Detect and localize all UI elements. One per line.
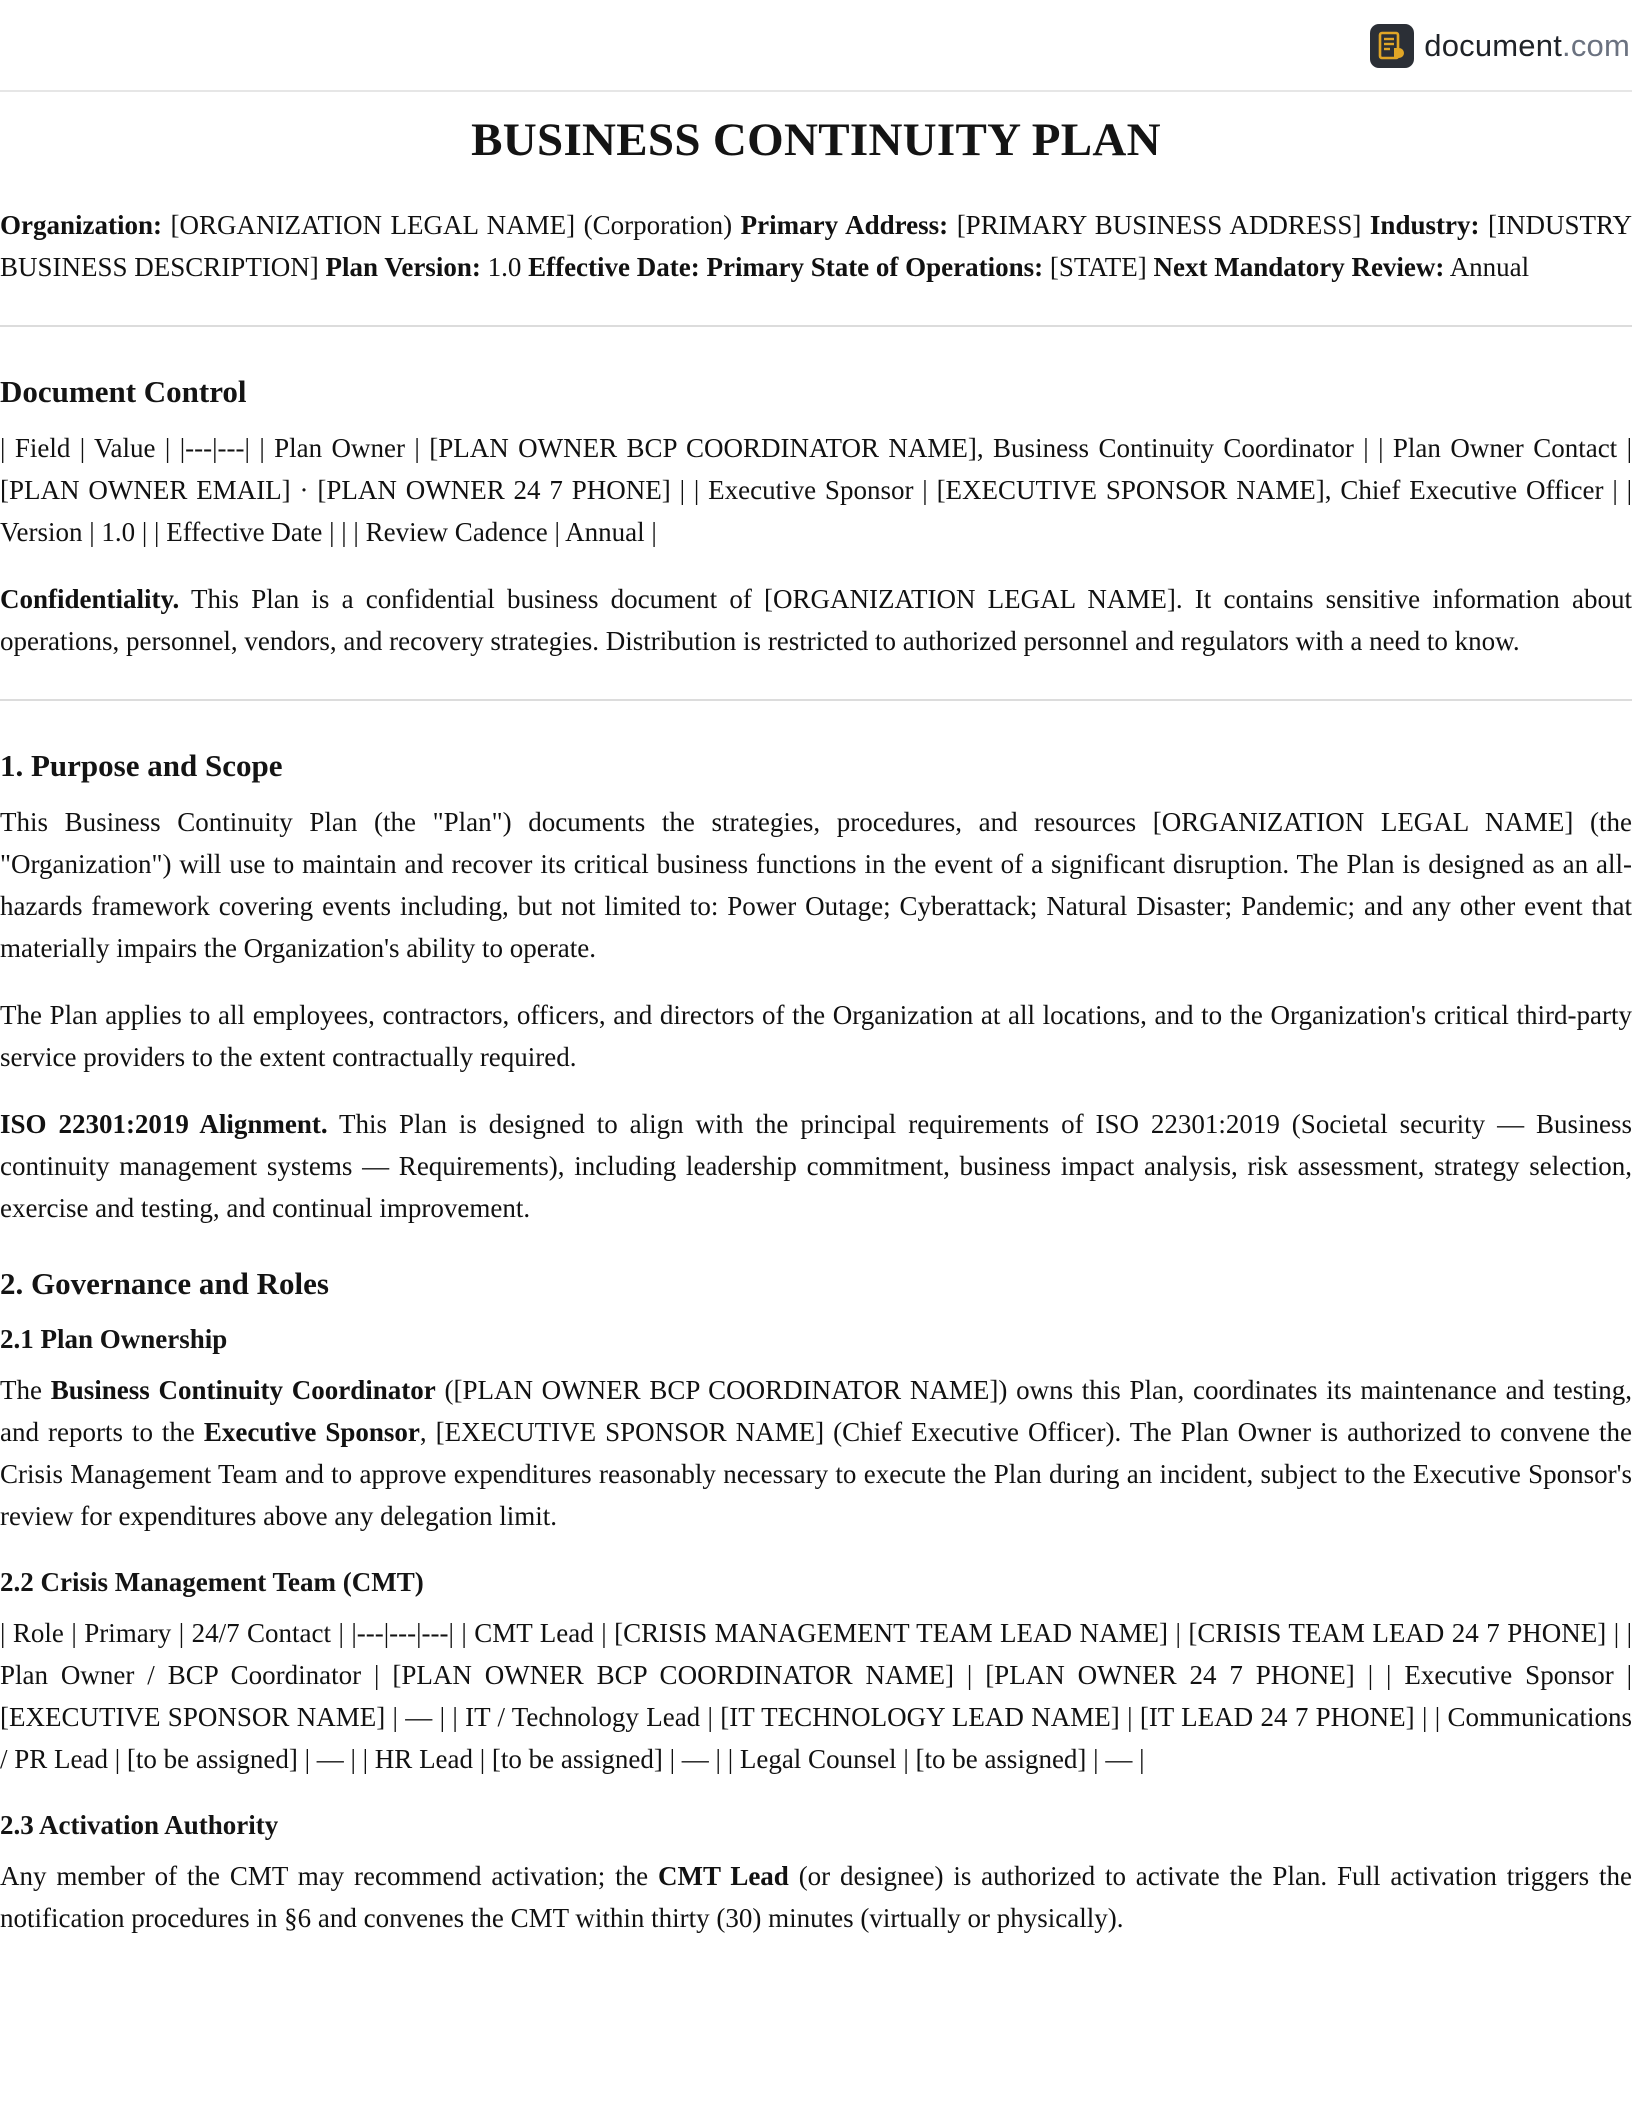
review-value: Annual [1449,252,1530,282]
industry-label: Industry: [1369,210,1480,240]
document-body [0,110,1632,1964]
subsection-2-3-heading: 2.3 Activation Authority [0,1810,279,1840]
activation-text-1: Any member of the CMT may recommend activation; the [0,1861,649,1891]
iso-alignment-label: ISO 22301:2019 Alignment. [0,1109,328,1139]
plan-ownership-text-2: ([PLAN OWNER BCP COORDINATOR NAME]) owns this Plan, coordinates its maintenance and testing, and reports to the [0,1375,1632,1447]
effective-date-label: Effective Date: [528,252,700,282]
divider [0,699,1632,701]
plan-metadata [0,204,1632,288]
section-1-heading: 1. Purpose and Scope [0,748,283,783]
cmt-table-text: | Role | Primary | 24/7 Contact | |---|---|---| | CMT Lead | [CRISIS MANAGEMENT TEAM LEAD NAME] | [CRISIS TEAM LEAD 24 7 PHONE] | | Plan Owner / BCP Coordinator | [PLAN OWNER BCP COORDINATOR NAME] | [PLAN OWNER 24 7 PHONE] | | Executive Sponsor | [EXECUTIVE SPONSOR NAME] | — | | IT / Technology Lead | [IT TECHNOLOGY LEAD NAME] | [IT LEAD 24 7 PHONE] | | Communications / PR Lead | [to be assigned] | — | | HR Lead | [to be assigned] | — | | Legal Counsel | [to be assigned] | — | [0,1618,1632,1774]
state-label: Primary State of Operations: [706,252,1044,282]
version-label: Plan Version: [325,252,481,282]
review-label: Next Mandatory Review: [1153,252,1445,282]
divider [0,325,1632,327]
state-value: [STATE] [1049,252,1147,282]
section-1-paragraph-1: This Business Continuity Plan (the "Plan") documents the strategies, procedures, and resources [ORGANIZATION LEGAL NAME] (the "Organization") will use to maintain and recover its critical business functions in the event of a significant disruption. The Plan is designed as an all-hazards framework covering events including, but not limited to: Power Outage; Cyberattack; Natural Disaster; Pandemic; and any other event that materially impairs the Organization's ability to operate. [0,807,1632,963]
section-2-heading: 2. Governance and Roles [0,1266,329,1301]
document-title: BUSINESS CONTINUITY PLAN [471,114,1161,166]
subsection-2-2-heading: 2.2 Crisis Management Team (CMT) [0,1567,424,1597]
activation-authority-paragraph [0,1855,1632,1939]
cmt-lead-term: CMT Lead [657,1861,789,1891]
confidentiality-label: Confidentiality. [0,584,180,614]
confidentiality-paragraph [0,578,1632,662]
section-1-paragraph-2: The Plan applies to all employees, contractors, officers, and directors of the Organization at all locations, and to the Organization's critical third-party service providers to the extent contractually required. [0,1000,1632,1072]
brand-name-main: document [1424,28,1563,63]
document-control-heading: Document Control [0,374,247,409]
iso-alignment-paragraph [0,1103,1632,1229]
organization-value: [ORGANIZATION LEGAL NAME] (Corporation) [170,210,733,240]
organization-label: Organization: [0,210,162,240]
plan-ownership-text-3: , [EXECUTIVE SPONSOR NAME] (Chief Executive Officer). The Plan Owner is authorized to convene the Crisis Management Team and to approve expenditures reasonably necessary to execute the Plan during an incident, subject to the Executive Sponsor's review for expenditures above any delegation limit. [0,1417,1632,1531]
executive-sponsor-term: Executive Sponsor [203,1417,420,1447]
iso-alignment-text: This Plan is designed to align with the principal requirements of ISO 22301:2019 (Societal security — Business continuity management systems — Requirements), including leadership commitment, business impact analysis, risk assessment, strategy selection, exercise and testing, and continual improvement. [0,1109,1632,1223]
brand-logo-link[interactable] [1370,24,1630,68]
plan-ownership-text-1: The [0,1375,42,1405]
address-label: Primary Address: [740,210,949,240]
plan-ownership-paragraph [0,1369,1632,1537]
document-logo-icon [1370,24,1414,68]
industry-value: [INDUSTRY BUSINESS DESCRIPTION] [0,210,1632,282]
version-value: 1.0 [487,252,522,282]
address-value: [PRIMARY BUSINESS ADDRESS] [956,210,1362,240]
header-bar [0,0,1632,92]
brand-name-tld: .com [1562,28,1630,63]
document-control-table-text: | Field | Value | |---|---| | Plan Owner | [PLAN OWNER BCP COORDINATOR NAME], Business Continuity Coordinator | | Plan Owner Contact | [PLAN OWNER EMAIL] · [PLAN OWNER 24 7 PHONE] | | Executive Sponsor | [EXECUTIVE SPONSOR NAME], Chief Executive Officer | | Version | 1.0 | | Effective Date | | | Review Cadence | Annual | [0,433,1632,547]
activation-text-2: (or designee) is authorized to activate the Plan. Full activation triggers the notification procedures in §6 and convenes the CMT within thirty (30) minutes (virtually or physically). [0,1861,1632,1933]
bcp-coordinator-term: Business Continuity Coordinator [50,1375,436,1405]
confidentiality-text: This Plan is a confidential business document of [ORGANIZATION LEGAL NAME]. It contains sensitive information about operations, personnel, vendors, and recovery strategies. Distribution is restricted to authorized personnel and regulators with a need to know. [0,584,1632,656]
brand-name [1424,28,1630,64]
subsection-2-1-heading: 2.1 Plan Ownership [0,1324,228,1354]
